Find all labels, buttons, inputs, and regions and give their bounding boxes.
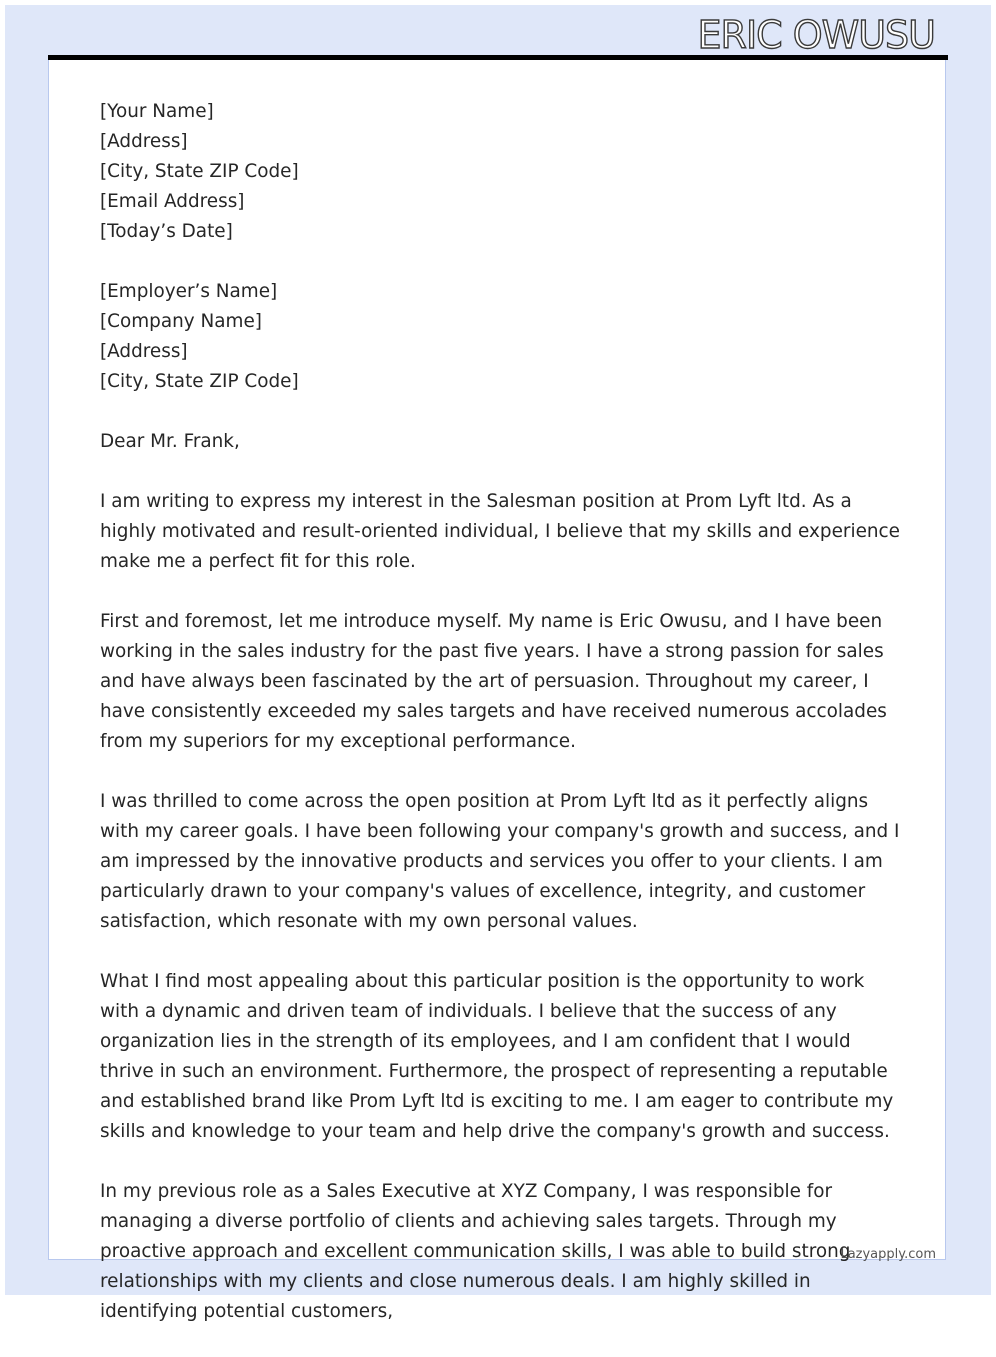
header-name: ERIC OWUSU [697, 13, 935, 57]
salutation: Dear Mr. Frank, [100, 431, 240, 452]
recipient-city-state-zip: [City, State ZIP Code] [100, 371, 299, 392]
watermark: Lazyapply.com [840, 1247, 936, 1262]
sender-name: [Your Name] [100, 101, 214, 122]
company-name: [Company Name] [100, 311, 262, 332]
recipient-address: [Address] [100, 341, 188, 362]
sender-block [100, 97, 900, 247]
paragraph-about-me: First and foremost, let me introduce myself. My name is Eric Owusu, and I have been working in the sales industry for the past five years. I have a strong passion for sales and have always been fascinated by the art of persuasion. Throughout my career, I have consistently exceeded my sales targets and have received numerous accolades from my superiors for my exceptional performance. [100, 611, 887, 752]
letter-date: [Today’s Date] [100, 221, 233, 242]
paragraph-company-fit: I was thrilled to come across the open position at Prom Lyft ltd as it perfectly aligns with my career goals. I have been following your company's growth and success, and I am impressed by the innovative products and services you offer to your clients. I am particularly drawn to your company's values of excellence, integrity, and customer satisfaction, which resonate with my own personal values. [100, 791, 900, 932]
sender-email: [Email Address] [100, 191, 245, 212]
paragraph-experience: In my previous role as a Sales Executive at XYZ Company, I was responsible for managing a diverse portfolio of clients and achieving sales targets. Through my proactive approach and excellent communication skills, I was able to build strong relationships with my clients and close numerous deals. I am highly skilled in identifying potential customers, [100, 1181, 851, 1322]
sender-city-state-zip: [City, State ZIP Code] [100, 161, 299, 182]
recipient-block [100, 277, 900, 397]
employer-name: [Employer’s Name] [100, 281, 278, 302]
cover-letter-body [100, 97, 900, 1357]
sender-address: [Address] [100, 131, 188, 152]
paragraph-intro: I am writing to express my interest in the Salesman position at Prom Lyft ltd. As a highly motivated and result-oriented individual, I believe that my skills and experience make me a perfect fit for this role. [100, 491, 900, 572]
paragraph-position-appeal: What I find most appealing about this particular position is the opportunity to work with a dynamic and driven team of individuals. I believe that the success of any organization lies in the strength of its employees, and I am confident that I would thrive in such an environment. Furthermore, the prospect of representing a reputable and established brand like Prom Lyft ltd is exciting to me. I am eager to contribute my skills and knowledge to your team and help drive the company's growth and success. [100, 971, 894, 1142]
